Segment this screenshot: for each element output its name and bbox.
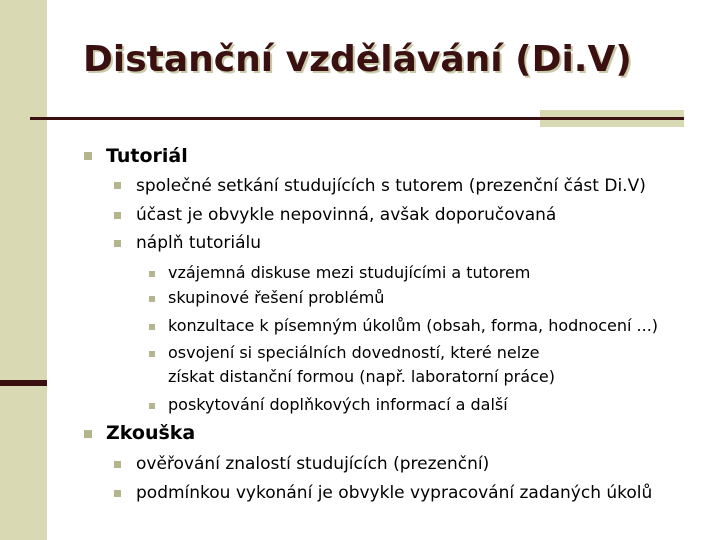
sub-list-item: konzultace k písemným úkolům (obsah, forma, hodnocení ...)	[168, 316, 659, 335]
bullet-icon	[114, 461, 121, 468]
bullet-icon	[149, 403, 155, 409]
bullet-icon	[84, 152, 92, 160]
bullet-icon	[84, 430, 92, 438]
list-item: náplň tutoriálu	[136, 233, 262, 253]
sub-list-item: osvojení si speciálních dovedností, které nelze	[168, 343, 540, 362]
bullet-icon	[114, 212, 121, 219]
sub-list-item-continuation: získat distanční formou (např. laboratorní práce)	[168, 367, 555, 386]
sub-list-item: poskytování doplňkových informací a další	[168, 395, 508, 414]
section-heading-exam: Zkouška	[106, 422, 196, 444]
bullet-icon	[114, 240, 121, 247]
list-item: ověřování znalostí studujících (prezenční)	[136, 454, 490, 474]
list-item: účast je obvykle nepovinná, avšak doporučovaná	[136, 205, 557, 225]
title-rule	[30, 117, 684, 120]
bullet-icon	[149, 324, 155, 330]
bullet-icon	[114, 490, 121, 497]
slide-title: Distanční vzdělávání (Di.V)	[83, 39, 632, 80]
sub-list-item: skupinové řešení problémů	[168, 288, 385, 307]
bullet-icon	[149, 296, 155, 302]
bullet-icon	[114, 182, 121, 189]
left-accent-band	[0, 0, 47, 540]
list-item: společné setkání studujících s tutorem (prezenční část Di.V)	[136, 176, 646, 196]
list-item: podmínkou vykonání je obvykle vypracování zadaných úkolů	[136, 483, 653, 503]
bullet-icon	[149, 351, 155, 357]
sub-list-item: vzájemná diskuse mezi studujícími a tutorem	[168, 263, 531, 282]
left-accent-bar	[0, 380, 47, 386]
section-heading-tutorial: Tutoriál	[106, 145, 188, 167]
bullet-icon	[149, 271, 155, 277]
